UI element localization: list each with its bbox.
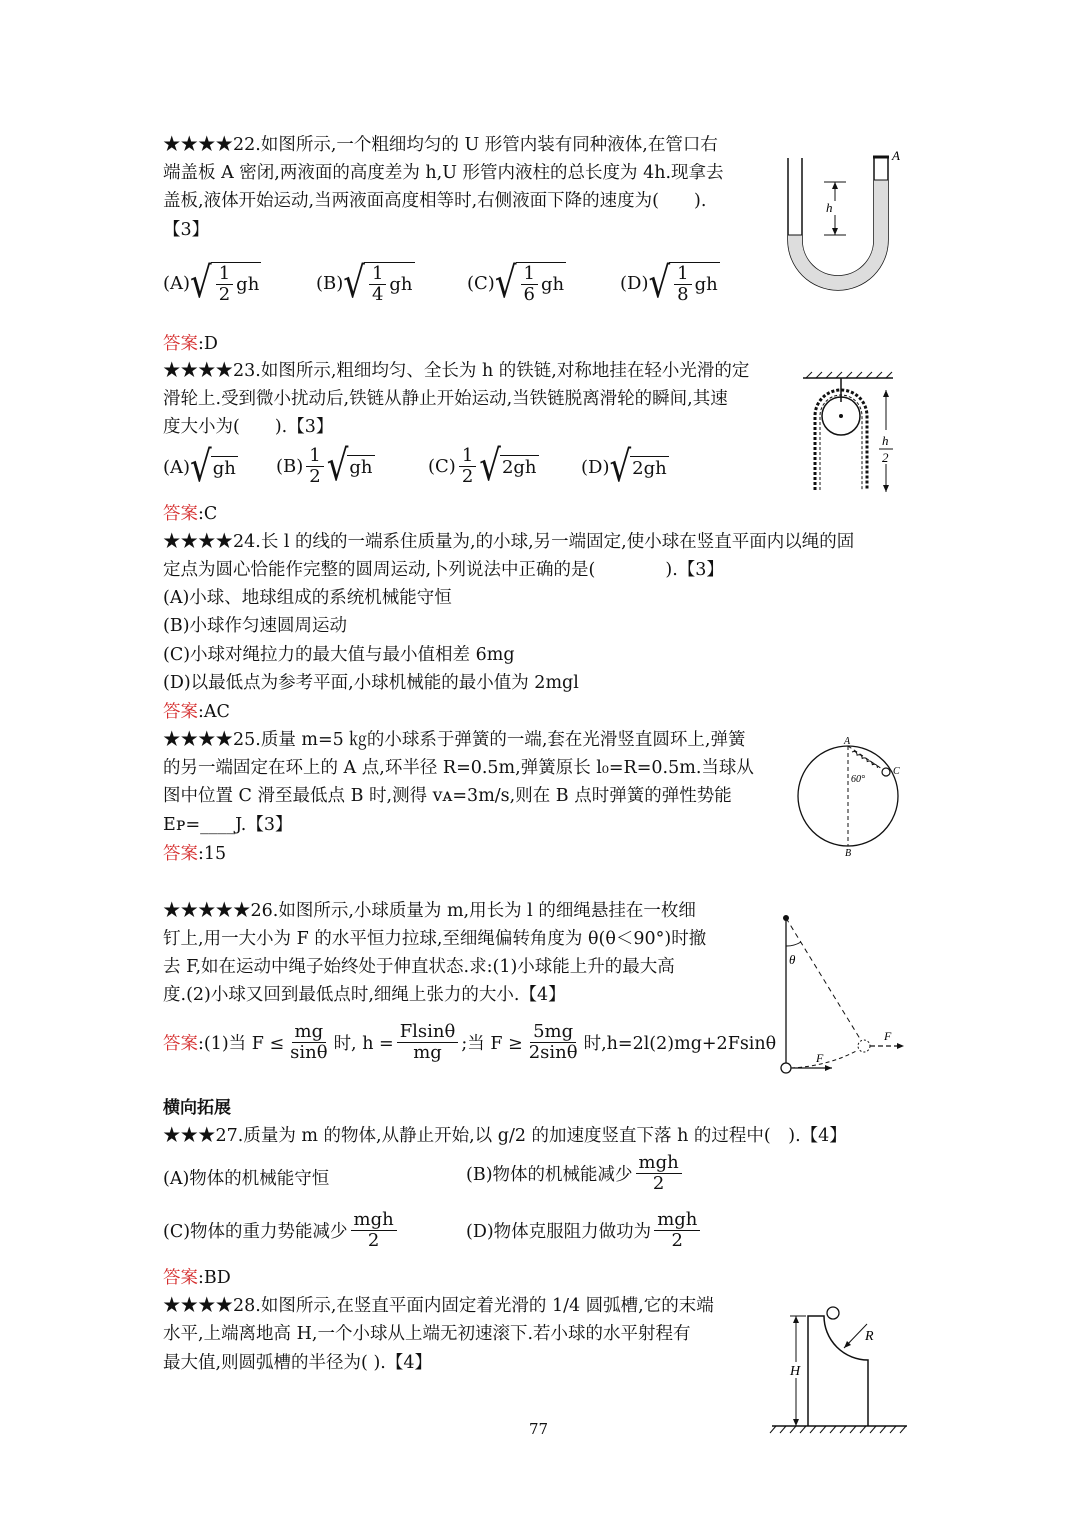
q23-line-3: 度大小为( ).【3】 bbox=[163, 417, 334, 437]
q23-option-d: (D) √ 2gh bbox=[581, 442, 667, 492]
q22-option-d: (D) √ $\frac{1}{8}$ gh bbox=[620, 258, 718, 309]
q23-option-a: (A) √ gh bbox=[163, 442, 236, 492]
q24-answer: 答案:AC bbox=[163, 702, 230, 722]
label-a: A bbox=[844, 736, 851, 747]
q22-option-a: (A) √ $\frac{1}{2}$ gh bbox=[163, 258, 260, 309]
label-r: R bbox=[865, 1329, 874, 1344]
answer-label: 答案 bbox=[163, 334, 198, 354]
q25-line-1: ★★★★25.质量 m=5 ㎏的小球系于弹簧的一端,套在光滑竖直圆环上,弹簧 bbox=[163, 730, 746, 750]
q22-answer: 答案:D bbox=[163, 334, 218, 354]
page-number: 77 bbox=[529, 1420, 549, 1438]
q27-option-c: (C)物体的重力势能减少 $\frac{\text{mgh}}{2}$ bbox=[163, 1210, 400, 1251]
q26-answer: 答案 :(1)当 F ≤ $\frac{mg}{\sin\theta}$ 时, h = $\frac{Flsin\theta}{mg}$ ;当 F ≥ $\frac{5mg}{2\sin\theta}$ 时,h=2l(2)mg+2Fsinθ bbox=[163, 1021, 777, 1063]
q28-line-3: 最大值,则圆弧槽的半径为( ).【4】 bbox=[163, 1353, 432, 1373]
q25-line-2: 的另一端固定在环上的 A 点,环半径 R=0.5m,弹簧原长 l₀=R=0.5m.当球从 bbox=[163, 758, 754, 778]
q24-option-b: (B)小球作匀速圆周运动 bbox=[163, 616, 348, 636]
label-h: h bbox=[826, 200, 833, 215]
q28-line-2: 水平,上端离地高 H,一个小球从上端无初速滚下.若小球的水平射程有 bbox=[163, 1324, 691, 1344]
arc-groove-figure bbox=[772, 1306, 912, 1441]
q26-line-1: ★★★★★26.如图所示,小球质量为 m,用长为 l 的细绳悬挂在一枚细 bbox=[163, 901, 696, 921]
q24-line-2: 定点为圆心恰能作完整的圆周运动,卜列说法中正确的是( ).【3】 bbox=[163, 560, 724, 580]
q23-answer: 答案:C bbox=[163, 504, 218, 524]
label-two: 2 bbox=[882, 450, 889, 465]
q24-option-d: (D)以最低点为参考平面,小球机械能的最小值为 2mgl bbox=[163, 673, 579, 693]
pendulum-figure bbox=[774, 912, 909, 1082]
q26-line-4: 度.(2)小球又回到最低点时,细绳上张力的大小.【4】 bbox=[163, 985, 566, 1005]
q24-line-1: ★★★★24.长 l 的线的一端系住质量为,的小球,另一端固定,使小球在竖直平面内以绳的固 bbox=[163, 532, 855, 552]
q23-option-b: (B) $\frac{1}{2}$ √ gh bbox=[276, 441, 373, 492]
q22-line-4: 【3】 bbox=[163, 220, 210, 240]
q27-answer: 答案:BD bbox=[163, 1268, 231, 1288]
q22-option-b: (B) √ $\frac{1}{4}$ gh bbox=[316, 258, 413, 309]
q22-line-3: 盖板,液体开始运动,当两液面高度相等时,右侧液面下降的速度为( ). bbox=[163, 191, 707, 211]
q27-option-a: (A)物体的机械能守恒 bbox=[163, 1169, 330, 1189]
q22-option-c: (C) √ $\frac{1}{6}$ gh bbox=[467, 258, 565, 309]
q27-option-b: (B)物体的机械能减少 $\frac{\text{mgh}}{2}$ bbox=[466, 1153, 685, 1194]
q24-option-c: (C)小球对绳拉力的最大值与最小值相差 6mg bbox=[163, 645, 515, 665]
q25-line-3: 图中位置 C 滑至最低点 B 时,测得 vᴀ=3m/s,则在 B 点时弹簧的弹性势能 bbox=[163, 786, 732, 806]
q22-line-2: 端盖板 A 密闭,两液面的高度差为 h,U 形管内液柱的总长度为 4h.现拿去 bbox=[163, 163, 724, 183]
label-f-right: F bbox=[884, 1029, 892, 1043]
label-theta: θ bbox=[789, 952, 796, 967]
q25-line-4: Eᴘ=____J.【3】 bbox=[163, 815, 293, 835]
label-a: A bbox=[892, 148, 900, 163]
ring-spring-figure bbox=[796, 736, 916, 859]
label-c: C bbox=[893, 766, 900, 777]
q22-line-1: ★★★★22.如图所示,一个粗细均匀的 U 形管内装有同种液体,在管口右 bbox=[163, 135, 718, 155]
q26-line-2: 钉上,用一大小为 F 的水平恒力拉球,至细绳偏转角度为 θ(θ＜90°)时撤 bbox=[163, 929, 707, 949]
label-f-bottom: F bbox=[816, 1051, 824, 1065]
q27-line-1: ★★★27.质量为 m 的物体,从静止开始,以 g/2 的加速度竖直下落 h 的过程中( ).【4】 bbox=[163, 1126, 847, 1146]
q23-line-2: 滑轮上.受到微小扰动后,铁链从静止开始运动,当铁链脱离滑轮的瞬间,其速 bbox=[163, 389, 728, 409]
q26-line-3: 去 F,如在运动中绳子始终处于伸直状态.求:(1)小球能上升的最大高 bbox=[163, 957, 675, 977]
label-h: H bbox=[790, 1364, 801, 1379]
u-tube-figure bbox=[780, 150, 900, 290]
q23-option-c: (C) $\frac{1}{2}$ √ 2gh bbox=[428, 441, 537, 492]
label-b: B bbox=[845, 848, 852, 859]
q27-option-d: (D)物体克服阻力做功为 $\frac{\text{mgh}}{2}$ bbox=[466, 1210, 703, 1251]
label-h: h bbox=[882, 433, 889, 448]
section-title: 横向拓展 bbox=[163, 1098, 231, 1118]
q23-line-1: ★★★★23.如图所示,粗细均匀、全长为 h 的铁链,对称地挂在轻小光滑的定 bbox=[163, 361, 750, 381]
q28-line-1: ★★★★28.如图所示,在竖直平面内固定着光滑的 1/4 圆弧槽,它的末端 bbox=[163, 1296, 714, 1316]
chain-pulley-figure bbox=[798, 372, 908, 497]
q24-option-a: (A)小球、地球组成的系统机械能守恒 bbox=[163, 588, 452, 608]
label-angle: 60° bbox=[851, 774, 865, 785]
q25-answer: 答案:15 bbox=[163, 844, 227, 864]
